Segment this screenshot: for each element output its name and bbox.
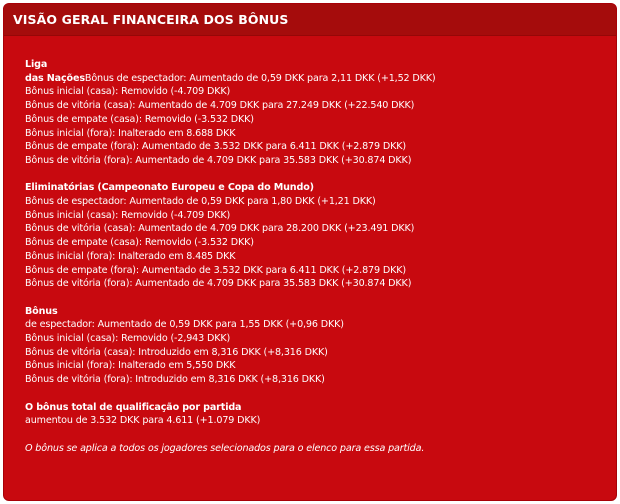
bonus-line: Bônus de empate (fora): Aumentado de 3.532 DKK para 6.411 DKK (+2.879 DKK) [25, 264, 406, 276]
bonus-line: Bônus de vitória (fora): Introduzido em 8,316 DKK (+8,316 DKK) [25, 374, 325, 386]
bonus-line: Bônus de espectador: Aumentado de 0,59 DKK para 2,11 DKK (+1,52 DKK) [84, 72, 436, 84]
section-title: Eliminatórias (Campeonato Europeu e Copa do Mundo) [25, 182, 314, 194]
bonus-line: Bônus de vitória (casa): Introduzido em 8,316 DKK (+8,316 DKK) [25, 346, 328, 358]
section-title: O bônus total de qualificação por partida [25, 401, 242, 413]
bonus-line: Bônus inicial (casa): Removido (-4.709 DKK) [25, 209, 231, 221]
bonus-line: Bônus inicial (fora): Inalterado em 5,550 DKK [25, 360, 236, 372]
bonus-line: Bônus inicial (fora): Inalterado em 8.485 DKK [25, 250, 236, 262]
section-nations-league [25, 58, 616, 168]
bonus-line: de espectador: Aumentado de 0,59 DKK para 1,55 DKK (+0,96 DKK) [25, 319, 344, 331]
bonus-line: Bônus inicial (fora): Inalterado em 8.688 DKK [25, 127, 236, 139]
list-item [25, 72, 616, 86]
bonus-line: Bônus de empate (casa): Removido (-3.532 DKK) [25, 237, 254, 249]
footer-note: O bônus se aplica a todos os jogadores selecionados para o elenco para essa partida. [25, 442, 425, 454]
section-qualifiers [25, 181, 616, 291]
section-title-continued: das Nações [25, 72, 85, 84]
bonus-overview-panel [3, 3, 617, 501]
section-title: Liga [25, 59, 48, 70]
panel-body [4, 36, 616, 455]
bonus-line: Bônus de espectador: Aumentado de 0,59 DKK para 1,80 DKK (+1,21 DKK) [25, 196, 376, 208]
bonus-line: Bônus de vitória (casa): Aumentado de 4.709 DKK para 28.200 DKK (+23.491 DKK) [25, 223, 415, 235]
bonus-line: Bônus de empate (casa): Removido (-3.532 DKK) [25, 113, 254, 125]
panel-title: VISÃO GERAL FINANCEIRA DOS BÔNUS [4, 4, 616, 36]
bonus-line: Bônus de empate (fora): Aumentado de 3.532 DKK para 6.411 DKK (+2.879 DKK) [25, 141, 406, 153]
section-bonus [25, 305, 616, 387]
bonus-line: Bônus de vitória (fora): Aumentado de 4.709 DKK para 35.583 DKK (+30.874 DKK) [25, 154, 412, 166]
bonus-line: Bônus inicial (casa): Removido (-4.709 DKK) [25, 86, 231, 98]
bonus-line: Bônus de vitória (casa): Aumentado de 4.709 DKK para 27.249 DKK (+22.540 DKK) [25, 100, 415, 112]
bonus-line: aumentou de 3.532 DKK para 4.611 (+1.079 DKK) [25, 415, 261, 427]
bonus-line: Bônus inicial (casa): Removido (-2,943 DKK) [25, 333, 231, 345]
section-title: Bônus [25, 305, 58, 317]
section-total-qualification [25, 401, 616, 428]
bonus-line: Bônus de vitória (fora): Aumentado de 4.709 DKK para 35.583 DKK (+30.874 DKK) [25, 278, 412, 290]
